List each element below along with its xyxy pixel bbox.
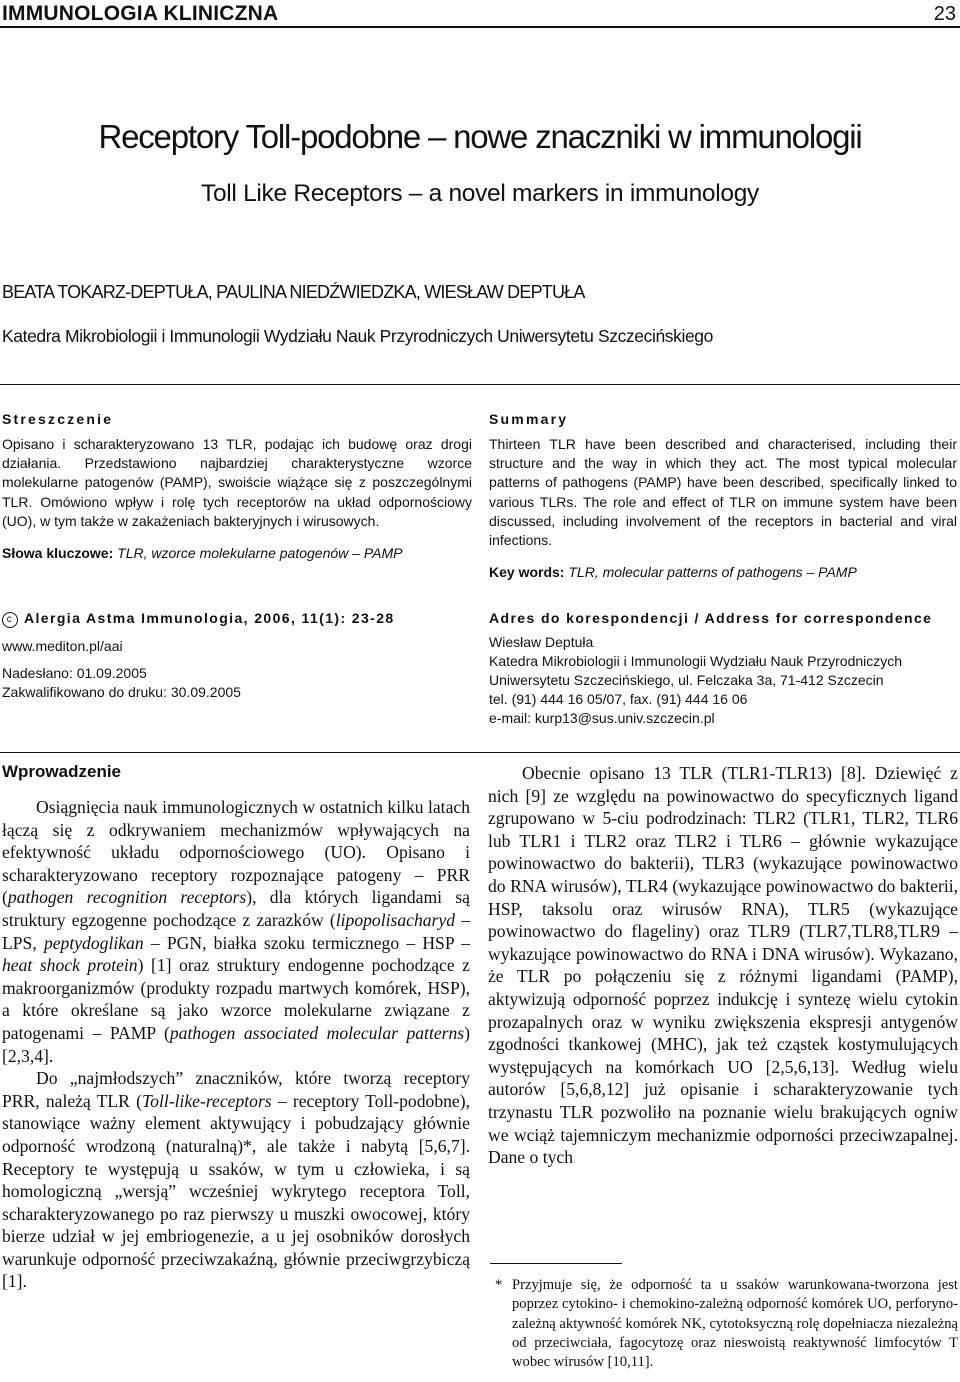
correspondence-heading: Adres do korespondencji / Address for correspondence (489, 610, 933, 626)
accepted-date: Zakwalifikowano do druku: 30.09.2005 (2, 684, 241, 700)
correspondence-name: Wiesław Deptuła (489, 634, 594, 650)
keywords-pl-label: Słowa kluczowe: (2, 545, 114, 562)
abstract-en-text: Thirteen TLR have been described and characterised, including their structure and the way in which they act. The most typical molecular patterns of pathogens (PAMP) have been described, specifically linked to various TLRs. The role and effect of TLR on immune system have been discussed, including involvement of the receptors in bacterial and viral infections. (489, 436, 957, 549)
journal-name: IMMUNOLOGIA KLINICZNA (2, 2, 279, 25)
footnote (490, 1276, 958, 1372)
page-number: 23 (933, 3, 956, 25)
abstract-en-heading: Summary (489, 411, 569, 427)
abstract-pl-text: Opisano i scharakteryzowano 13 TLR, podając ich budowę oraz drogi działania. Przedstawiono najbardziej charakterystyczne wzorce molekularne patogenów (PAMP), swoiście wiążące się z poszczególnymi TLR. Omówiono wpływ i rolę tych receptorów na układ odpornościowy (UO), w tym także w zakażeniach bakteryjnych i wirusowych. (2, 436, 472, 529)
journal-url[interactable]: www.mediton.pl/aai (2, 638, 123, 654)
correspondence-line-3: tel. (91) 444 16 05/07, fax. (91) 444 16 06 (489, 691, 748, 707)
keywords-pl-text: TLR, wzorce molekularne patogenów – PAMP (117, 545, 403, 562)
body-left-column (2, 762, 470, 1293)
affiliation: Katedra Mikrobiologii i Immunologii Wydziału Nauk Przyrodniczych Uniwersytetu Szczecińskiego (2, 326, 713, 346)
authors-text: BEATA TOKARZ-DEPTUŁA, PAULINA NIEDŹWIEDZKA, WIESŁAW DEPTUŁA (2, 282, 585, 302)
divider-top (0, 384, 960, 385)
citation-text: Alergia Astma Immunologia, 2006, 11(1): 23-28 (24, 610, 395, 626)
abstract-pl-heading: Streszczenie (2, 411, 114, 427)
abstract-en (489, 411, 957, 580)
authors (2, 282, 585, 303)
divider-middle (0, 752, 960, 753)
correspondence (489, 610, 957, 728)
correspondence-line-2: Uniwersytetu Szczecińskiego, ul. Felczaka 3a, 71-412 Szczecin (489, 672, 884, 688)
correspondence-line-1: Katedra Mikrobiologii i Immunologii Wydziału Nauk Przyrodniczych (489, 653, 903, 669)
footnote-text: Przyjmuje się, że odporność ta u ssaków warunkowana-tworzona jest poprzez cytokino- i chemokino-zależną odporność komórek UO, perforyno-zależną aktywność komórek NK, cytotoksyczną rolę dopełniacza niezależną od przeciwciała, fagocytozę oraz nieswoistą reaktywność limfocytów T wobec wirusów [10,11]. (512, 1277, 958, 1371)
abstract-pl (2, 411, 472, 561)
article-title: Receptory Toll-podobne – nowe znaczniki w immunologii (98, 118, 862, 155)
keywords-en-label: Key words: (489, 564, 565, 581)
citation (2, 610, 472, 628)
keywords-en-text: TLR, molecular patterns of pathogens – PAMP (568, 564, 857, 581)
body-right-column (488, 762, 958, 1169)
correspondence-email[interactable]: e-mail: kurp13@sus.univ.szczecin.pl (489, 710, 715, 726)
copyright-icon: c (2, 612, 18, 628)
keywords-pl (2, 545, 472, 561)
intro-heading: Wprowadzenie (2, 762, 122, 781)
intro-paragraph-3: Obecnie opisano 13 TLR (TLR1-TLR13) [8]. Dziewięć z nich [9] ze względu na powinowactwo do specyficznych ligand zgrupowano w 5-ciu podrodzinach: TLR2 (TLR1, TLR2, TLR6 lub TLR1 i TLR2 oraz TLR2 i TLR6 – głównie wykazujące powinowactwo do bakterii), TLR3 (wykazujące powinowactwo do RNA wirusów), TLR4 (wykazujące powinowactwo do bakterii, HSP, taksolu oraz wirusów RNA), TLR5 (wykazujące powinowactwo do flageliny) oraz TLR9 (TLR7,TLR8,TLR9 – wykazujące powinowactwo do RNA i DNA wirusów). Wykazano, że TLR po połączeniu się z różnymi ligandami (PAMP), aktywizują odporność poprzez indukcję i syntezę wielu cytokin prozapalnych oraz w wyniku zwiększenia ekspresji antygenów zgodności tkankowej (MHC), jak też cząstek kostymulujących występujących na komórkach UO [2,5,6,13]. Według wielu autorów [5,6,8,12] już opisanie i scharakteryzowanie tych trzynastu TLR pozwoliło na poznanie wielu brakujących ogniw we wciąż tajemniczym mechanizmie odporności przeciwzapalnej. Dane o tych (488, 763, 958, 1168)
intro-paragraph-1: Osiągnięcia nauk immunologicznych w ostatnich kilku latach łączą się z odkrywaniem mechanizmów wpływających na efektywność układu odpornościowego (UO). Opisano i scharakteryzowano receptory rozpoznające patogeny – PRR (pathogen recognition receptors), dla których ligandami są struktury egzogenne pochodzące z zarazków (lipopolisacharyd – LPS, peptydoglikan – PGN, białka szoku termicznego – HSP – heat shock protein) [1] oraz struktury endogenne pochodzące z makroorganizmów (produkty rozpadu martwych komórek, HSP), a które określane są jako wzorce molekularne związane z patogenami – PAMP (pathogen associated molecular patterns) [2,3,4]. (2, 797, 470, 1066)
intro-paragraph-2: Do „najmłodszych” znaczników, które tworzą receptory PRR, należą TLR (Toll-like-receptors – receptory Toll-podobne), stanowiące ważny element aktywujący i pobudzający głównie odporność wrodzoną (naturalną)*, ale także i nabytą [5,6,7]. Receptory te występują u ssaków, w tym u człowieka, i są homologiczną „wersją” wcześniej wykrytego receptora Toll, scharakteryzowanego po raz pierwszy u muszki owocowej, który bierze udział w jej embriogenezie, a u jej osobników dorosłych warunkuje odporność przeciwzakaźną, głównie przeciwgrzybiczą [1]. (2, 1068, 470, 1292)
keywords-en (489, 564, 957, 580)
running-header (0, 0, 960, 28)
received-date: Nadesłano: 01.09.2005 (2, 665, 147, 681)
article-subtitle: Toll Like Receptors – a novel markers in immunology (201, 180, 759, 207)
footnote-rule (490, 1263, 622, 1264)
footnote-marker: * (495, 1277, 503, 1293)
publication-meta (2, 610, 472, 702)
